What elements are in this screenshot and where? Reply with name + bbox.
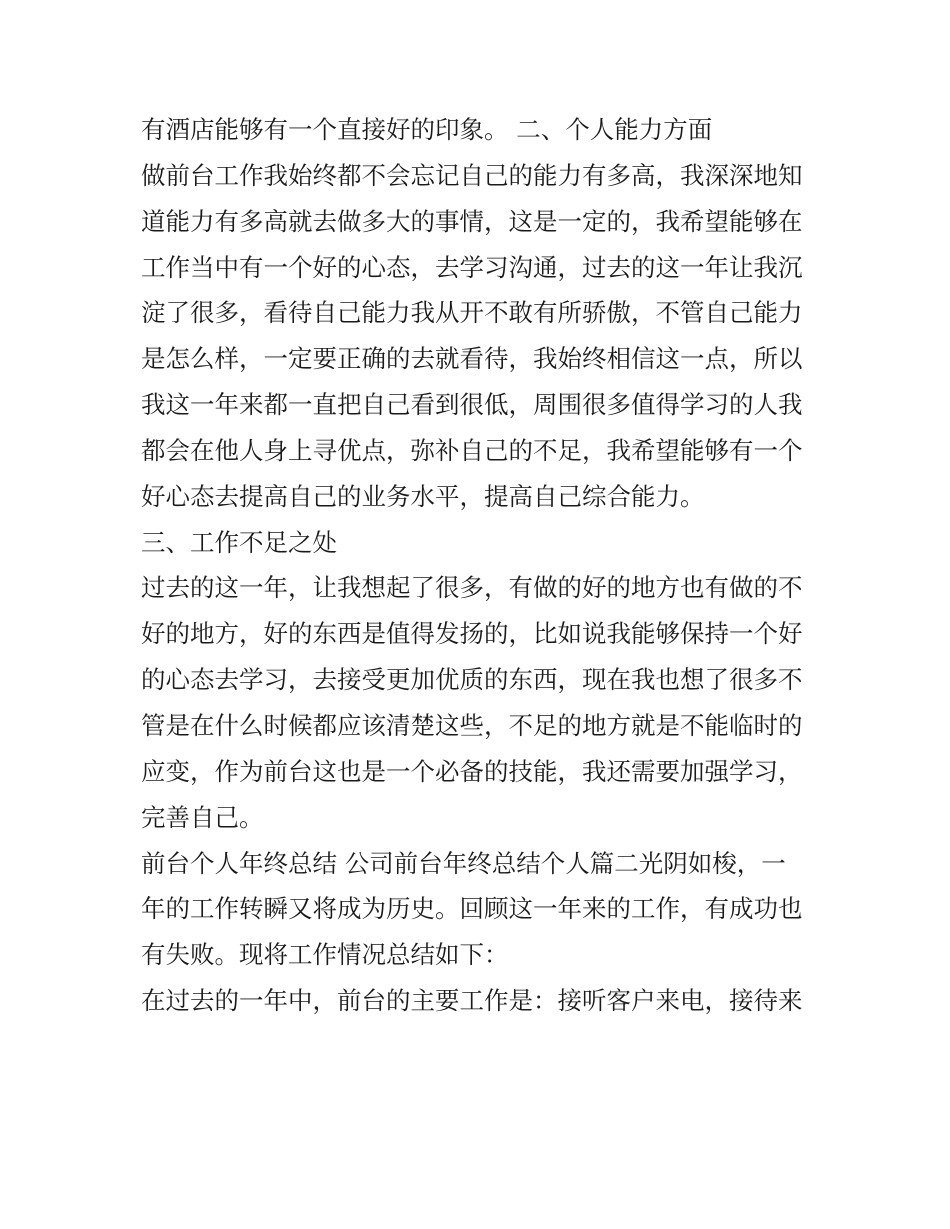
text-line: 前台个人年终总结 公司前台年终总结个人篇二光阴如梭，一 bbox=[141, 848, 786, 878]
text-line: 做前台工作我始终都不会忘记自己的能力有多高，我深深地知 bbox=[141, 160, 803, 190]
document-body bbox=[141, 107, 821, 1024]
text-line: 在过去的一年中，前台的主要工作是：接听客户来电，接待来 bbox=[141, 986, 803, 1016]
text-line: 道能力有多高就去做多大的事情，这是一定的，我希望能够在 bbox=[141, 206, 803, 236]
text-line: 有失败。现将工作情况总结如下： bbox=[141, 940, 509, 970]
text-line: 都会在他人身上寻优点，弥补自己的不足，我希望能够有一个 bbox=[141, 435, 803, 465]
section-heading: 三、工作不足之处 bbox=[141, 527, 337, 557]
text-line: 淀了很多，看待自己能力我从开不敢有所骄傲，不管自己能力 bbox=[141, 298, 803, 328]
text-line: 管是在什么时候都应该清楚这些，不足的地方就是不能临时的 bbox=[141, 710, 803, 740]
text-line: 年的工作转瞬又将成为历史。回顾这一年来的工作，有成功也 bbox=[141, 894, 803, 924]
text-line: 应变，作为前台这也是一个必备的技能，我还需要加强学习， bbox=[141, 756, 803, 786]
text-line: 完善自己。 bbox=[141, 802, 264, 832]
text-line: 工作当中有一个好的心态，去学习沟通，过去的这一年让我沉 bbox=[141, 252, 803, 282]
text-line: 过去的这一年，让我想起了很多，有做的好的地方也有做的不 bbox=[141, 573, 803, 603]
text-line: 的心态去学习，去接受更加优质的东西，现在我也想了很多不 bbox=[141, 665, 803, 695]
text-line: 我这一年来都一直把自己看到很低，周围很多值得学习的人我 bbox=[141, 390, 803, 420]
text-line: 好心态去提高自己的业务水平，提高自己综合能力。 bbox=[141, 481, 705, 511]
text-line: 有酒店能够有一个直接好的印象。 二、个人能力方面 bbox=[141, 115, 713, 144]
text-line: 好的地方，好的东西是值得发扬的，比如说我能够保持一个好 bbox=[141, 619, 803, 649]
text-line: 是怎么样，一定要正确的去就看待，我始终相信这一点，所以 bbox=[141, 344, 803, 374]
